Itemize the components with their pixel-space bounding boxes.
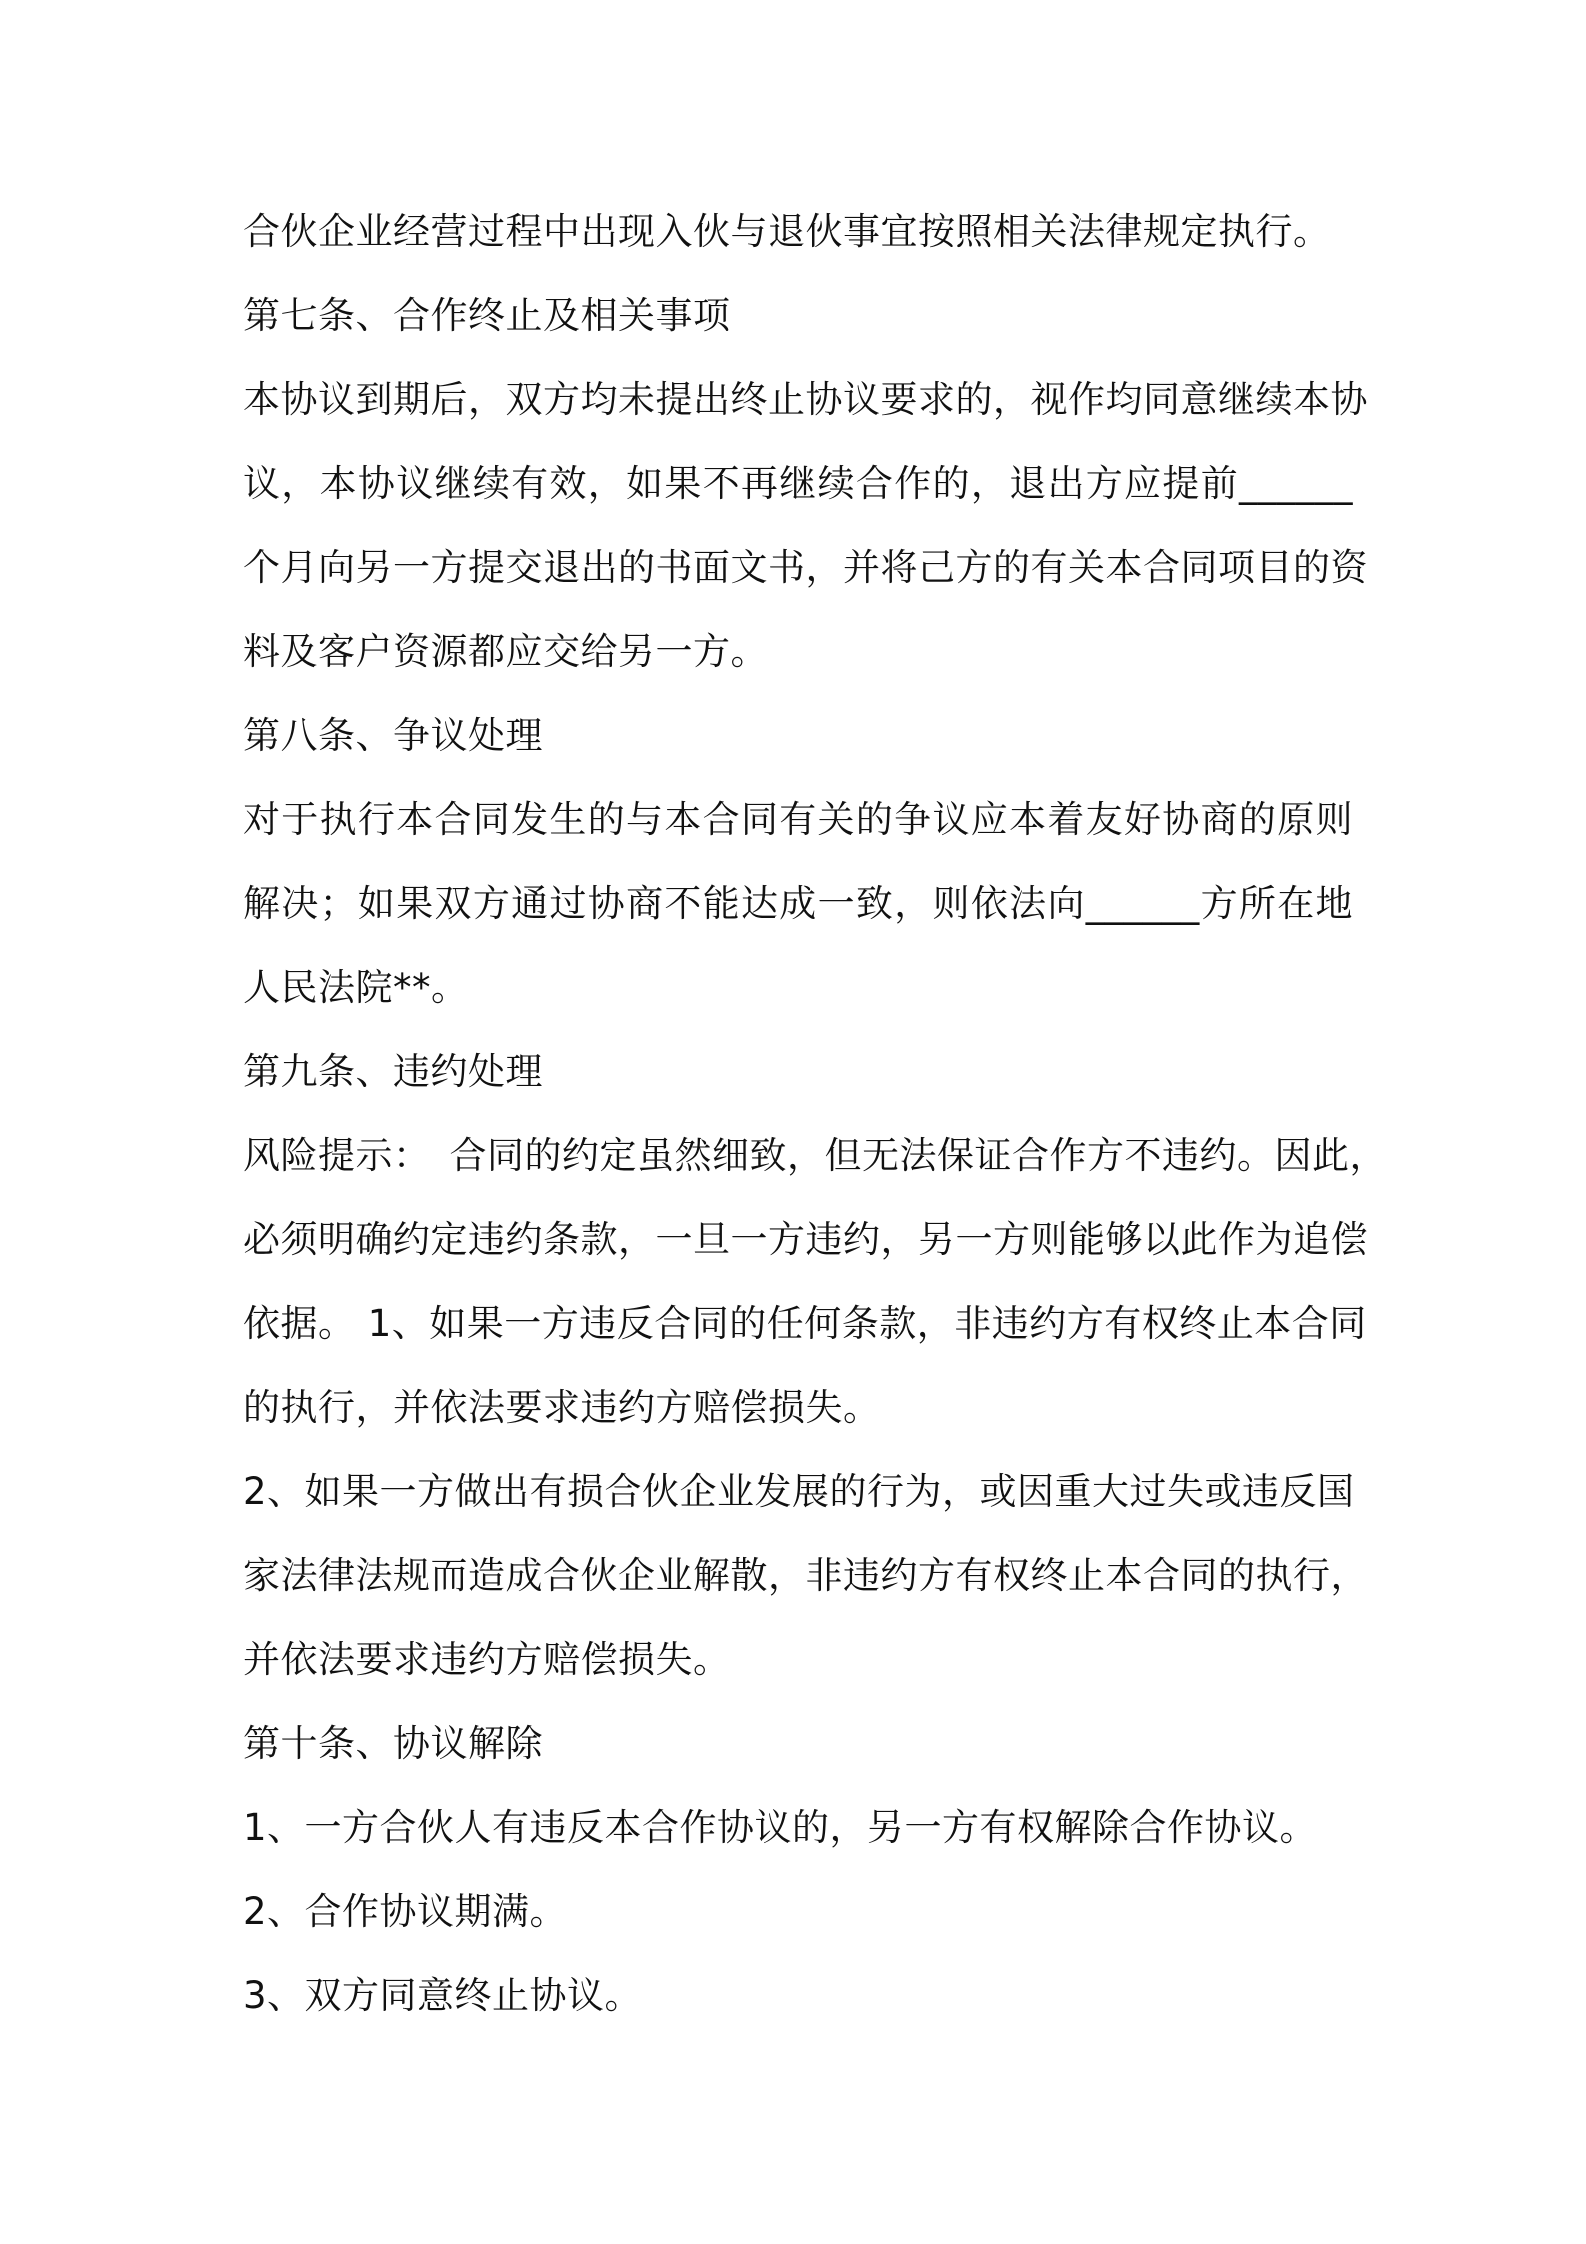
- section-heading-article-7: 第七条、合作终止及相关事项: [243, 294, 731, 337]
- text-line: 必须明确约定违约条款，一旦一方违约，另一方则能够以此作为追偿: [243, 1218, 1368, 1261]
- text-line: 本协议到期后，双方均未提出终止协议要求的，视作均同意继续本协: [243, 378, 1368, 421]
- section-heading-article-10: 第十条、协议解除: [243, 1722, 543, 1765]
- text-line: 对于执行本合同发生的与本合同有关的争议应本着友好协商的原则: [243, 798, 1353, 841]
- text-line: 议，本协议继续有效，如果不再继续合作的，退出方应提前______: [243, 462, 1353, 505]
- list-item: 3、双方同意终止协议。: [243, 1974, 643, 2017]
- section-heading-article-9: 第九条、违约处理: [243, 1050, 543, 1093]
- text-line: 依据。 1、如果一方违反合同的任何条款，非违约方有权终止本合同: [243, 1302, 1367, 1345]
- document-body: [243, 190, 1387, 2038]
- list-item: 1、一方合伙人有违反本合作协议的，另一方有权解除合作协议。: [243, 1806, 1318, 1849]
- text-line: 料及客户资源都应交给另一方。: [243, 630, 768, 673]
- section-heading-article-8: 第八条、争议处理: [243, 714, 543, 757]
- list-item: 2、合作协议期满。: [243, 1890, 568, 1933]
- text-line: 合伙企业经营过程中出现入伙与退伙事宜按照相关法律规定执行。: [243, 210, 1331, 253]
- text-line: 家法律法规而造成合伙企业解散，非违约方有权终止本合同的执行，: [243, 1554, 1368, 1597]
- text-line: 2、如果一方做出有损合伙企业发展的行为，或因重大过失或违反国: [243, 1470, 1355, 1513]
- text-line: 人民法院**。: [243, 966, 469, 1009]
- text-line: 解决；如果双方通过协商不能达成一致，则依法向______方所在地: [243, 882, 1353, 925]
- text-line: 风险提示： 合同的约定虽然细致，但无法保证合作方不违约。因此，: [243, 1134, 1387, 1177]
- text-line: 并依法要求违约方赔偿损失。: [243, 1638, 731, 1681]
- text-line: 个月向另一方提交退出的书面文书，并将己方的有关本合同项目的资: [243, 546, 1368, 589]
- text-line: 的执行，并依法要求违约方赔偿损失。: [243, 1386, 881, 1429]
